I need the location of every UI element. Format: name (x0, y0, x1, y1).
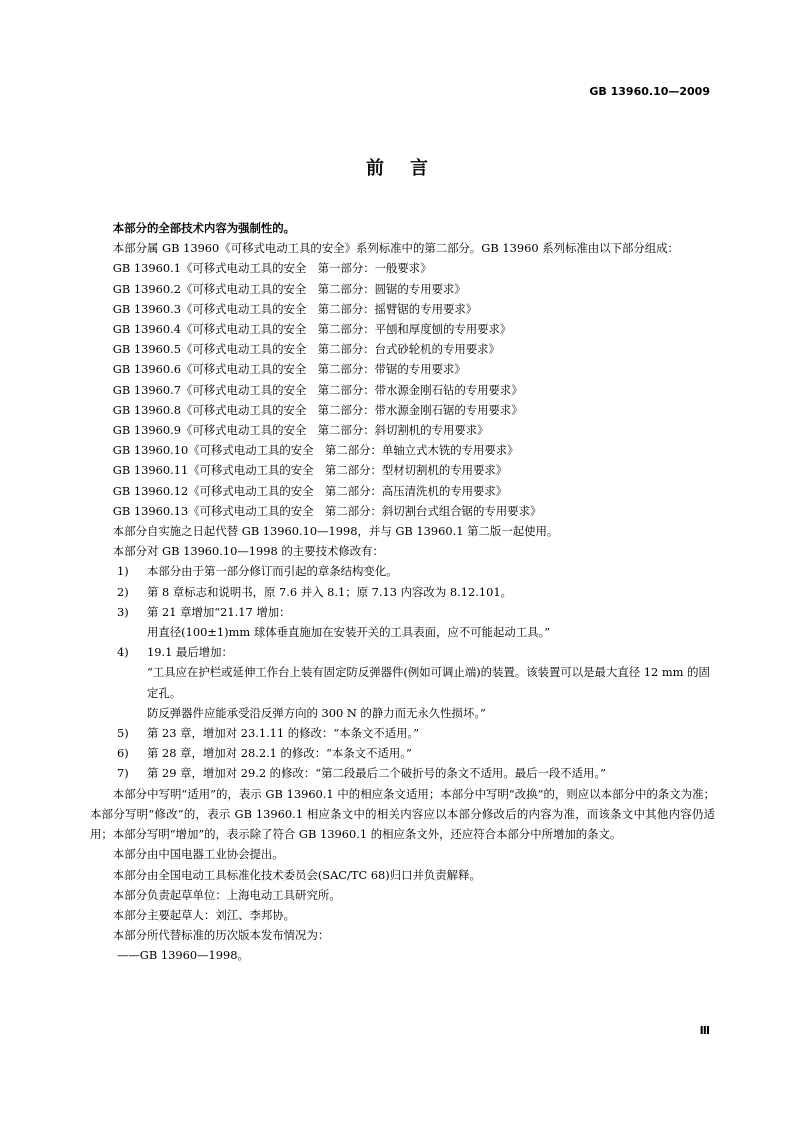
usage-paragraph: 本部分中写明“适用”的，表示 GB 13960.1 中的相应条文适用；本部分中写明“改换”的，则应以本部分中的条文为准；本部分写明“修改”的，表示 GB 13960.1 相应条文中的相关内容应以本部分修改后的内容为准，而该条文中其他内容仍适用；本部分写明“增加”的，表示除了符合 GB 13960.1 的相应条文外，还应符合本部分中所增加的条文。 (90, 786, 715, 842)
history-item: ——GB 13960—1998。 (117, 948, 249, 963)
part-list-item: GB 13960.4《可移式电动工具的安全 第二部分：平刨和厚度刨的专用要求》 (112, 322, 512, 337)
change-item (90, 582, 715, 602)
mandatory-statement: 本部分的全部技术内容为强制性的。 (112, 221, 296, 235)
change-number: 7) (117, 766, 129, 781)
part-list-item: GB 13960.9《可移式电动工具的安全 第二部分：斜切割机的专用要求》 (112, 423, 489, 438)
standard-code: GB 13960.10—2009 (589, 85, 710, 98)
change-item (90, 763, 715, 783)
change-number: 6) (117, 746, 129, 761)
part-list-item: GB 13960.12《可移式电动工具的安全 第二部分：高压清洗机的专用要求》 (112, 483, 508, 498)
change-number: 4) (117, 645, 129, 660)
change-subtext: “工具应在护栏或延伸工作台上装有固定防反弹器件(例如可调止端)的装置。该装置可以是最大直径 12 mm 的固定孔。 (147, 665, 710, 700)
series-paragraph: 本部分属 GB 13960《可移式电动工具的安全》系列标准中的第二部分。GB 13960 系列标准由以下部分组成： (112, 241, 679, 256)
changes-intro: 本部分对 GB 13960.10—1998 的主要技术修改有： (112, 544, 384, 559)
change-text: 第 28 章，增加对 28.2.1 的修改：“本条文不适用。” (147, 746, 412, 761)
proposer-statement: 本部分由中国电器工业协会提出。 (112, 847, 284, 862)
part-list-item: GB 13960.6《可移式电动工具的安全 第二部分：带锯的专用要求》 (112, 362, 466, 377)
change-item (90, 602, 715, 622)
change-text: 本部分由于第一部分修订而引起的章条结构变化。 (147, 564, 398, 579)
part-list-item: GB 13960.3《可移式电动工具的安全 第二部分：摇臂锯的专用要求》 (112, 301, 478, 316)
part-list-item: GB 13960.10《可移式电动工具的安全 第二部分：单轴立式木铣的专用要求》 (112, 443, 519, 458)
change-text: 第 21 章增加“21.17 增加： (147, 604, 291, 619)
replacement-statement: 本部分自实施之日起代替 GB 13960.10—1998，并与 GB 13960.1 第二版一起使用。 (112, 524, 559, 539)
change-subtext: 防反弹器件应能承受沿反弹方向的 300 N 的静力而无永久性损坏。” (147, 705, 486, 720)
change-text: 第 8 章标志和说明书，原 7.6 并入 8.1；原 7.13 内容改为 8.12.101。 (147, 584, 512, 599)
change-subtext: 用直径(100±1)mm 球体垂直施加在安装开关的工具表面，应不可能起动工具。” (147, 625, 551, 640)
change-item (90, 561, 715, 581)
part-list-item: GB 13960.11《可移式电动工具的安全 第二部分：型材切割机的专用要求》 (112, 463, 508, 478)
part-list-item: GB 13960.13《可移式电动工具的安全 第二部分：斜切割台式组合锯的专用要求》 (112, 503, 542, 518)
change-text: 第 29 章，增加对 29.2 的修改：“第二段最后二个破折号的条文不适用。最后一段不适用。” (147, 766, 606, 781)
page-title: 前言 (366, 158, 454, 179)
change-item (90, 743, 715, 763)
change-item (90, 723, 715, 743)
page-number: Ⅲ (699, 1024, 710, 1037)
change-number: 5) (117, 726, 129, 741)
change-text: 19.1 最后增加： (147, 645, 233, 660)
change-number: 1) (117, 564, 129, 579)
drafters-statement: 本部分主要起草人：刘江、李邦协。 (112, 907, 296, 922)
change-number: 2) (117, 584, 129, 599)
part-list-item: GB 13960.8《可移式电动工具的安全 第二部分：带水源金刚石锯的专用要求》 (112, 402, 523, 417)
history-intro: 本部分所代替标准的历次版本发布情况为： (112, 928, 330, 943)
change-text: 第 23 章，增加对 23.1.11 的修改：“本条文不适用。” (147, 726, 420, 741)
part-list-item: GB 13960.7《可移式电动工具的安全 第二部分：带水源金刚石钻的专用要求》 (112, 382, 523, 397)
change-item (90, 642, 715, 662)
change-number: 3) (117, 604, 129, 619)
part-list-item: GB 13960.1《可移式电动工具的安全 第一部分：一般要求》 (112, 261, 432, 276)
part-list-item: GB 13960.5《可移式电动工具的安全 第二部分：台式砂轮机的专用要求》 (112, 342, 500, 357)
part-list-item: GB 13960.2《可移式电动工具的安全 第二部分：圆锯的专用要求》 (112, 281, 466, 296)
drafting-unit-statement: 本部分负责起草单位：上海电动工具研究所。 (112, 887, 341, 902)
committee-statement: 本部分由全国电动工具标准化技术委员会(SAC/TC 68)归口并负责解释。 (112, 867, 481, 882)
foreword-body (90, 218, 715, 966)
